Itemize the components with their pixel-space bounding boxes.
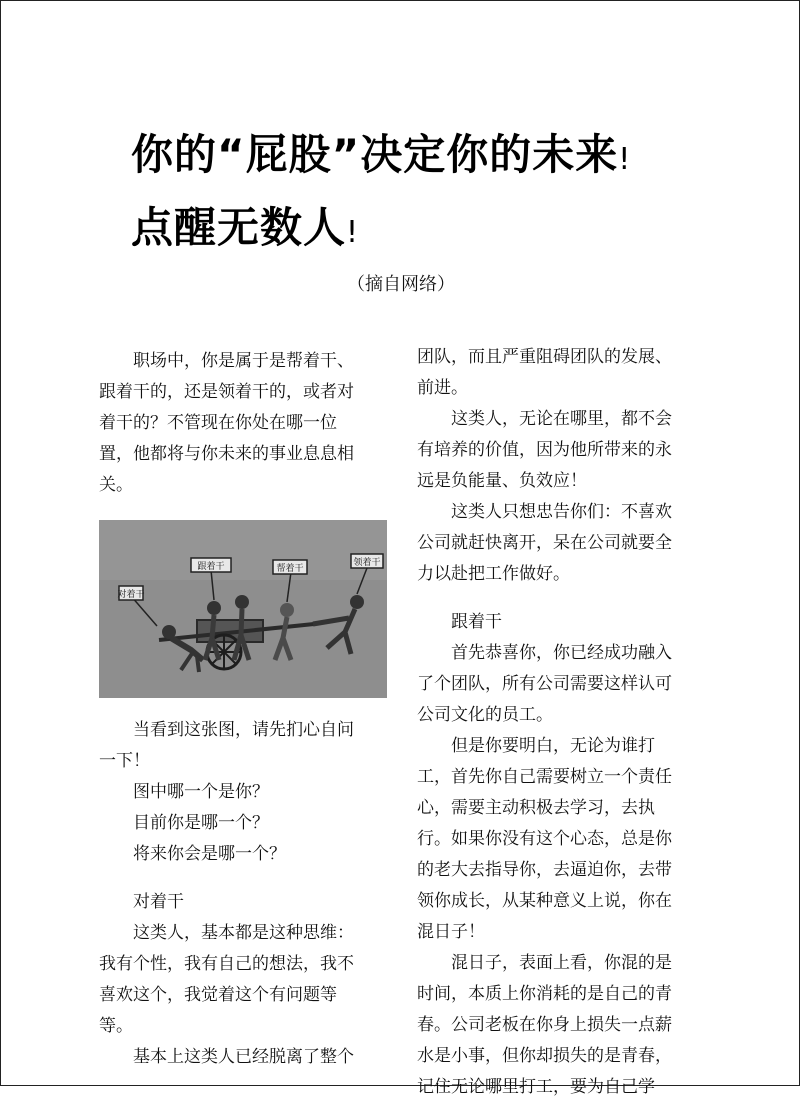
section-heading-opposing: 对着干 bbox=[133, 892, 184, 912]
sign-label-2: 跟着干 bbox=[197, 562, 225, 572]
section-heading-following: 跟着干 bbox=[451, 612, 502, 632]
spacer bbox=[99, 870, 367, 887]
article-source: （摘自网络） bbox=[347, 274, 455, 295]
title-line-2: 点醒无数人 bbox=[131, 203, 347, 252]
spacer bbox=[417, 590, 685, 607]
question-2: 目前你是哪一个？ bbox=[133, 813, 269, 833]
sign-label-3: 帮着干 bbox=[276, 564, 304, 574]
advice-paragraph: 这类人只想忠告你们：不喜欢公司就赶快离开，呆在公司就要全力以赴把工作做好。 bbox=[417, 502, 672, 584]
title-exclaim-1: ! bbox=[618, 142, 632, 177]
reflection-paragraph: 当看到这张图，请先扪心自问一下！ bbox=[99, 720, 354, 771]
right-column bbox=[417, 342, 685, 1103]
opposing-paragraph-continued: 基本上这类人已经脱离了整个 bbox=[133, 1047, 354, 1067]
sign-label-4: 领着干 bbox=[353, 558, 381, 568]
illustration-drawing bbox=[99, 520, 387, 698]
title-line-1: 你的“屁股”决定你的未来 bbox=[131, 130, 619, 179]
team-cart-illustration bbox=[99, 520, 387, 698]
article-title bbox=[131, 121, 751, 267]
question-3: 将来你会是哪一个？ bbox=[133, 844, 286, 864]
no-value-paragraph: 这类人，无论在哪里，都不会有培养的价值，因为他所带来的永远是负能量、负效应！ bbox=[417, 409, 672, 491]
question-1: 图中哪一个是你？ bbox=[133, 782, 269, 802]
sign-label-1: 对着干 bbox=[117, 590, 145, 600]
responsibility-paragraph: 但是你要明白，无论为谁打工，首先你自己需要树立一个责任心，需要主动积极去学习，去执行。如果你没有这个心态，总是你的老大去指导你，去逼迫你，去带领你成长，从某种意义上说，你在混日子！ bbox=[417, 736, 672, 942]
opposing-paragraph: 这类人，基本都是这种思维：我有个性，我有自己的想法，我不喜欢这个，我觉着这个有问题等等。 bbox=[99, 923, 354, 1036]
opposing-paragraph-end: 团队，而且严重阻碍团队的发展、前进。 bbox=[417, 347, 672, 398]
left-column bbox=[99, 346, 381, 1073]
following-paragraph: 首先恭喜你，你已经成功融入了个团队，所有公司需要这样认可公司文化的员工。 bbox=[417, 643, 672, 725]
intro-paragraph: 职场中，你是属于是帮着干、跟着干的，还是领着干的，或者对着干的？不管现在你处在哪一位置，他都将与你未来的事业息息相关。 bbox=[99, 351, 354, 495]
wasting-time-paragraph: 混日子，表面上看，你混的是时间，本质上你消耗的是自己的青春。公司老板在你身上损失一点薪水是小事，但你却损失的是青春，记住无论哪里打工，要为自己学 bbox=[417, 953, 672, 1097]
title-exclaim-2: ! bbox=[346, 215, 360, 250]
